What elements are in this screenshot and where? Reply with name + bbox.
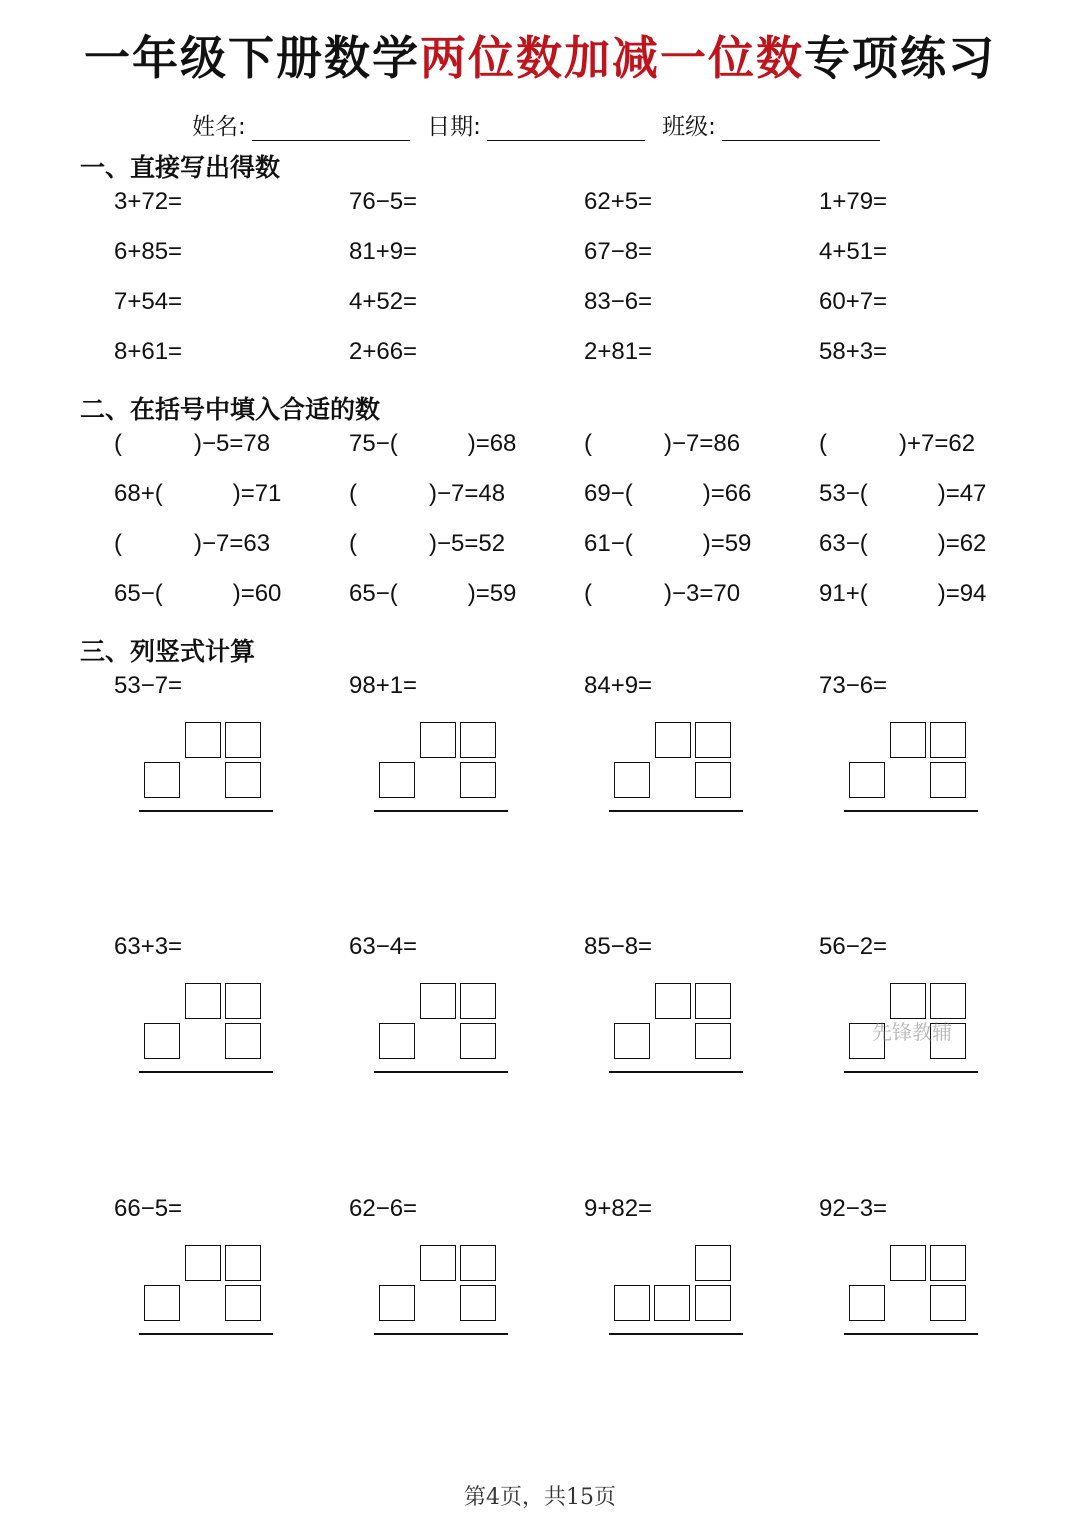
paren-suffix: )−3=70	[664, 580, 741, 607]
direct-problem: 4+51=	[819, 238, 888, 265]
vertical-problem-label: 85−8=	[584, 933, 653, 960]
paren-suffix: )=59	[467, 580, 517, 607]
digit-box[interactable]	[695, 762, 731, 798]
digit-box[interactable]	[225, 722, 261, 758]
paren-prefix: (	[114, 430, 122, 457]
digit-box[interactable]	[379, 1285, 415, 1321]
paren-problem	[584, 430, 740, 458]
paren-prefix: (	[819, 430, 827, 457]
paren-prefix: 53−(	[819, 480, 868, 507]
digit-box[interactable]	[654, 1285, 690, 1321]
paren-prefix: 65−(	[114, 580, 163, 607]
paren-problem	[584, 580, 740, 608]
direct-problem: 2+66=	[349, 338, 418, 365]
digit-box[interactable]	[225, 1285, 261, 1321]
digit-box[interactable]	[225, 1023, 261, 1059]
digit-box[interactable]	[420, 722, 456, 758]
name-label: 姓名:	[192, 114, 246, 140]
paren-problem	[819, 430, 975, 458]
title-highlight: 两位数加减一位数	[420, 31, 804, 85]
vertical-workspace	[844, 1243, 984, 1343]
result-line	[139, 1071, 273, 1073]
digit-box[interactable]	[460, 1245, 496, 1281]
watermark: 先锋教辅	[872, 1020, 952, 1044]
direct-problem: 81+9=	[349, 238, 418, 265]
digit-box[interactable]	[144, 762, 180, 798]
digit-box[interactable]	[930, 722, 966, 758]
direct-problem: 67−8=	[584, 238, 653, 265]
title-part-1: 一年级下册数学	[84, 31, 420, 85]
digit-box[interactable]	[460, 722, 496, 758]
digit-box[interactable]	[144, 1285, 180, 1321]
vertical-problem-label: 56−2=	[819, 933, 888, 960]
result-line	[139, 810, 273, 812]
paren-prefix: 69−(	[584, 480, 633, 507]
vertical-problem-label: 63−4=	[349, 933, 418, 960]
vertical-workspace	[139, 981, 279, 1081]
digit-box[interactable]	[460, 1285, 496, 1321]
digit-box[interactable]	[695, 722, 731, 758]
paren-prefix: (	[584, 580, 592, 607]
paren-prefix: 63−(	[819, 530, 868, 557]
vertical-workspace	[139, 720, 279, 820]
section-heading-direct: 一、直接写出得数	[80, 153, 281, 182]
result-line	[374, 1071, 508, 1073]
direct-problem: 76−5=	[349, 188, 418, 215]
paren-problem	[114, 580, 281, 608]
paren-prefix: 91+(	[819, 580, 868, 607]
vertical-workspace	[844, 720, 984, 820]
direct-problem: 4+52=	[349, 288, 418, 315]
paren-prefix: (	[584, 430, 592, 457]
paren-suffix: )=62	[937, 530, 987, 557]
result-line	[609, 810, 743, 812]
digit-box[interactable]	[890, 983, 926, 1019]
paren-problem	[114, 530, 270, 558]
digit-box[interactable]	[460, 1023, 496, 1059]
digit-box[interactable]	[185, 983, 221, 1019]
result-line	[609, 1071, 743, 1073]
digit-box[interactable]	[695, 1023, 731, 1059]
paren-prefix: 61−(	[584, 530, 633, 557]
direct-problem: 62+5=	[584, 188, 653, 215]
digit-box[interactable]	[185, 1245, 221, 1281]
digit-box[interactable]	[225, 1245, 261, 1281]
vertical-workspace	[374, 720, 514, 820]
paren-suffix: )−7=48	[429, 480, 506, 507]
digit-box[interactable]	[379, 762, 415, 798]
page-title	[0, 22, 1080, 88]
section-heading-paren: 二、在括号中填入合适的数	[80, 395, 381, 424]
digit-box[interactable]	[930, 983, 966, 1019]
vertical-workspace	[139, 1243, 279, 1343]
vertical-problem-label: 63+3=	[114, 933, 183, 960]
paren-problem	[114, 480, 281, 508]
paren-suffix: )−5=52	[429, 530, 506, 557]
date-field[interactable]	[427, 108, 645, 141]
result-line	[844, 1333, 978, 1335]
paren-prefix: 68+(	[114, 480, 163, 507]
paren-suffix: )+7=62	[899, 430, 976, 457]
direct-problem: 7+54=	[114, 288, 183, 315]
page-footer: 第4页，共15页	[464, 1485, 616, 1510]
digit-box[interactable]	[849, 762, 885, 798]
digit-box[interactable]	[614, 762, 650, 798]
digit-box[interactable]	[420, 1245, 456, 1281]
digit-box[interactable]	[655, 983, 691, 1019]
digit-box[interactable]	[890, 722, 926, 758]
vertical-problem-label: 98+1=	[349, 672, 418, 699]
student-info-row	[192, 108, 890, 141]
paren-suffix: )−7=63	[194, 530, 271, 557]
vertical-workspace	[609, 981, 749, 1081]
vertical-problem-label: 62−6=	[349, 1195, 418, 1222]
result-line	[844, 1071, 978, 1073]
digit-box[interactable]	[225, 983, 261, 1019]
class-field[interactable]	[662, 108, 880, 141]
digit-box[interactable]	[849, 1285, 885, 1321]
vertical-workspace	[374, 981, 514, 1081]
paren-problem	[114, 430, 270, 458]
digit-box[interactable]	[930, 762, 966, 798]
result-line	[609, 1333, 743, 1335]
digit-box[interactable]	[614, 1023, 650, 1059]
paren-problem	[584, 530, 751, 558]
result-line	[374, 1333, 508, 1335]
direct-problem: 60+7=	[819, 288, 888, 315]
paren-suffix: )=66	[702, 480, 752, 507]
vertical-problem-label: 73−6=	[819, 672, 888, 699]
paren-suffix: )=60	[232, 580, 282, 607]
paren-problem	[819, 530, 986, 558]
paren-prefix: (	[349, 480, 357, 507]
result-line	[374, 810, 508, 812]
paren-prefix: 65−(	[349, 580, 398, 607]
class-label: 班级:	[662, 114, 716, 140]
digit-box[interactable]	[655, 722, 691, 758]
date-blank[interactable]	[487, 118, 645, 141]
direct-problem: 83−6=	[584, 288, 653, 315]
digit-box[interactable]	[185, 722, 221, 758]
result-line	[844, 810, 978, 812]
digit-box[interactable]	[695, 983, 731, 1019]
paren-suffix: )=71	[232, 480, 282, 507]
digit-box[interactable]	[695, 1245, 731, 1281]
direct-problem: 6+85=	[114, 238, 183, 265]
vertical-workspace	[609, 720, 749, 820]
vertical-problem-label: 92−3=	[819, 1195, 888, 1222]
digit-box[interactable]	[379, 1023, 415, 1059]
paren-problem	[819, 480, 986, 508]
vertical-problem-label: 53−7=	[114, 672, 183, 699]
digit-box[interactable]	[614, 1285, 650, 1321]
paren-problem	[584, 480, 751, 508]
name-blank[interactable]	[252, 118, 410, 141]
direct-problem: 8+61=	[114, 338, 183, 365]
digit-box[interactable]	[695, 1285, 731, 1321]
paren-suffix: )−5=78	[194, 430, 271, 457]
date-label: 日期:	[427, 114, 481, 140]
digit-box[interactable]	[460, 983, 496, 1019]
paren-prefix: (	[349, 530, 357, 557]
digit-box[interactable]	[890, 1245, 926, 1281]
paren-problem	[349, 530, 505, 558]
paren-suffix: )=47	[937, 480, 987, 507]
vertical-problem-label: 66−5=	[114, 1195, 183, 1222]
digit-box[interactable]	[420, 983, 456, 1019]
paren-suffix: )=94	[937, 580, 987, 607]
section-heading-vertical: 三、列竖式计算	[80, 637, 256, 666]
name-field[interactable]	[192, 108, 410, 141]
digit-box[interactable]	[144, 1023, 180, 1059]
paren-problem	[819, 580, 986, 608]
paren-prefix: 75−(	[349, 430, 398, 457]
direct-problem: 1+79=	[819, 188, 888, 215]
vertical-workspace	[374, 1243, 514, 1343]
paren-problem	[349, 480, 505, 508]
paren-problem	[349, 430, 516, 458]
paren-problem	[349, 580, 516, 608]
direct-problem: 3+72=	[114, 188, 183, 215]
digit-box[interactable]	[930, 1285, 966, 1321]
direct-problem: 2+81=	[584, 338, 653, 365]
vertical-problem-label: 84+9=	[584, 672, 653, 699]
vertical-problem-label: 9+82=	[584, 1195, 653, 1222]
class-blank[interactable]	[722, 118, 880, 141]
paren-prefix: (	[114, 530, 122, 557]
paren-suffix: )=68	[467, 430, 517, 457]
digit-box[interactable]	[225, 762, 261, 798]
direct-problem: 58+3=	[819, 338, 888, 365]
digit-box[interactable]	[930, 1245, 966, 1281]
paren-suffix: )=59	[702, 530, 752, 557]
digit-box[interactable]	[460, 762, 496, 798]
result-line	[139, 1333, 273, 1335]
title-part-3: 专项练习	[804, 31, 996, 85]
vertical-workspace	[609, 1243, 749, 1343]
paren-suffix: )−7=86	[664, 430, 741, 457]
